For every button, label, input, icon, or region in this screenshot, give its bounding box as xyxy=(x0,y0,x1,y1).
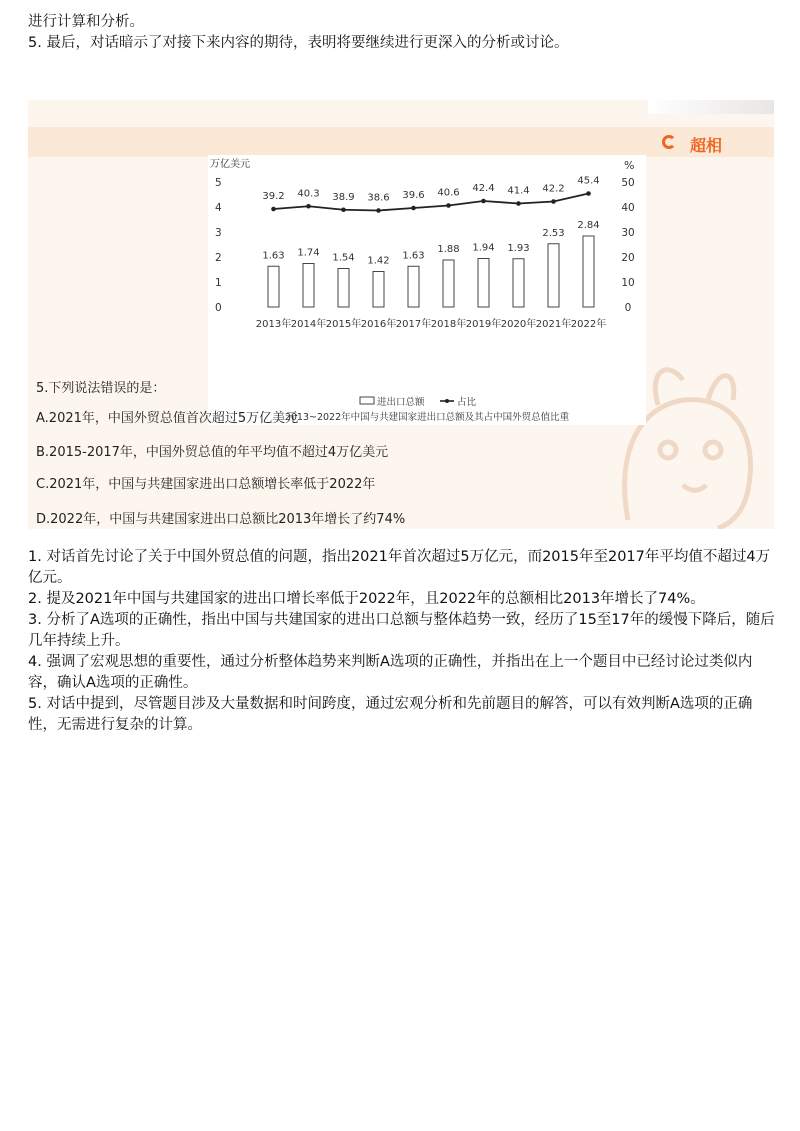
y-right-tick: 20 xyxy=(621,252,635,264)
bar xyxy=(268,266,279,307)
share-value-label: 40.6 xyxy=(437,187,460,199)
x-tick-label: 2015年 xyxy=(325,319,362,330)
summary-point-3: 3. 分析了A选项的正确性，指出中国与共建国家的进出口总额与整体趋势一致，经历了15至17年的缓慢下降后，随后几年持续上升。 xyxy=(28,612,775,649)
bar xyxy=(443,260,454,307)
panel-top-fade xyxy=(648,100,774,114)
x-tick-label: 2014年 xyxy=(290,319,327,330)
chart-ylabel-left: 万亿美元 xyxy=(210,159,250,170)
x-tick-label: 2017年 xyxy=(395,319,432,330)
share-point xyxy=(551,199,556,204)
share-point xyxy=(306,204,311,209)
share-point xyxy=(411,206,416,211)
summary-point-2: 2. 提及2021年中国与共建国家的进出口增长率低于2022年，且2022年的总额相比2013年增长了74%。 xyxy=(28,591,705,607)
y-right-tick: 40 xyxy=(621,202,635,214)
summary-point-4: 4. 强调了宏观思想的重要性，通过分析整体趋势来判断A选项的正确性，并指出在上一个题目中已经讨论过类似内容，确认A选项的正确性。 xyxy=(28,654,753,691)
option-b: B.2015-2017年，中国外贸总值的年平均值不超过4万亿美元 xyxy=(36,445,389,460)
summary-point-1: 1. 对话首先讨论了关于中国外贸总值的问题，指出2021年首次超过5万亿元，而2015年至2017年平均值不超过4万亿元。 xyxy=(28,549,771,586)
share-value-label: 39.2 xyxy=(262,191,285,202)
share-point xyxy=(446,203,451,208)
bar-value-label: 2.53 xyxy=(542,227,565,239)
share-point xyxy=(481,199,486,204)
bar xyxy=(583,236,594,307)
y-left-tick: 5 xyxy=(215,177,222,189)
option-c: C.2021年，中国与共建国家进出口总额增长率低于2022年 xyxy=(36,477,376,492)
x-tick-label: 2020年 xyxy=(500,319,537,330)
bar-value-label: 2.84 xyxy=(577,220,600,231)
legend-bar-swatch xyxy=(360,397,374,404)
x-tick-label: 2019年 xyxy=(465,319,502,330)
x-tick-label: 2013年 xyxy=(255,319,292,330)
share-value-label: 45.4 xyxy=(577,175,600,187)
intro-text xyxy=(28,12,776,54)
share-value-label: 40.3 xyxy=(297,188,320,200)
bar-value-label: 1.42 xyxy=(367,255,390,267)
bar xyxy=(513,259,524,307)
share-value-label: 41.4 xyxy=(507,185,530,197)
share-value-label: 38.9 xyxy=(332,191,355,203)
bar xyxy=(303,264,314,308)
y-right-tick: 10 xyxy=(621,277,635,289)
chart-container xyxy=(208,155,646,425)
brand-logo-icon xyxy=(662,135,676,149)
option-d: D.2022年，中国与共建国家进出口总额比2013年增长了约74% xyxy=(36,512,406,527)
share-point xyxy=(341,207,346,212)
share-value-label: 42.2 xyxy=(542,183,565,195)
y-right-tick: 30 xyxy=(621,227,635,239)
y-left-tick: 1 xyxy=(215,277,222,289)
bar xyxy=(478,259,489,308)
bar-value-label: 1.74 xyxy=(297,247,320,259)
brand-text: 超相 xyxy=(689,136,722,155)
x-tick-label: 2022年 xyxy=(570,319,607,330)
legend-bar-label: 进出口总额 xyxy=(377,397,425,408)
chart-ylabel-right: % xyxy=(624,159,635,172)
question-image-panel xyxy=(28,100,774,529)
share-value-label: 42.4 xyxy=(472,183,495,194)
chart-title: 2013~2022年中国与共建国家进出口总额及其占中国外贸总值比重 xyxy=(284,412,570,423)
bar-value-label: 1.54 xyxy=(332,252,355,264)
share-point xyxy=(271,207,276,212)
bar-value-label: 1.63 xyxy=(402,250,425,262)
y-left-tick: 2 xyxy=(215,252,222,264)
share-point xyxy=(376,208,381,213)
share-point xyxy=(586,191,591,196)
bar xyxy=(548,244,559,307)
bar-value-label: 1.94 xyxy=(472,242,495,254)
bar xyxy=(338,269,349,308)
summary-point-5: 5. 对话中提到，尽管题目涉及大量数据和时间跨度，通过宏观分析和先前题目的解答，可以有效判断A选项的正确性，无需进行复杂的计算。 xyxy=(28,696,753,733)
y-right-tick: 50 xyxy=(621,177,635,189)
bar-value-label: 1.93 xyxy=(507,242,530,254)
bar-value-label: 1.63 xyxy=(262,250,285,262)
question-stem: 5.下列说法错误的是： xyxy=(36,381,166,396)
share-value-label: 38.6 xyxy=(367,192,390,204)
legend-line-label: 占比 xyxy=(457,397,477,408)
bar xyxy=(408,266,419,307)
x-tick-label: 2021年 xyxy=(535,319,572,330)
y-left-tick: 0 xyxy=(215,302,222,314)
chart-legend xyxy=(360,396,477,408)
x-tick-label: 2016年 xyxy=(360,319,397,330)
share-point xyxy=(516,201,521,206)
intro-line-1: 进行计算和分析。 xyxy=(28,14,144,30)
x-tick-label: 2018年 xyxy=(430,319,467,330)
intro-line-2: 5. 最后，对话暗示了对接下来内容的期待，表明将要继续进行更深入的分析或讨论。 xyxy=(28,35,569,51)
legend-line-marker xyxy=(445,399,449,403)
option-a: A.2021年，中国外贸总值首次超过5万亿美元 xyxy=(36,411,299,426)
y-left-tick: 3 xyxy=(215,227,222,239)
y-right-tick: 0 xyxy=(624,302,632,314)
bar-value-label: 1.88 xyxy=(437,244,460,255)
bar xyxy=(373,272,384,308)
trade-chart xyxy=(208,155,646,425)
share-value-label: 39.6 xyxy=(402,190,425,201)
summary-text xyxy=(28,547,776,736)
y-left-tick: 4 xyxy=(215,202,222,214)
